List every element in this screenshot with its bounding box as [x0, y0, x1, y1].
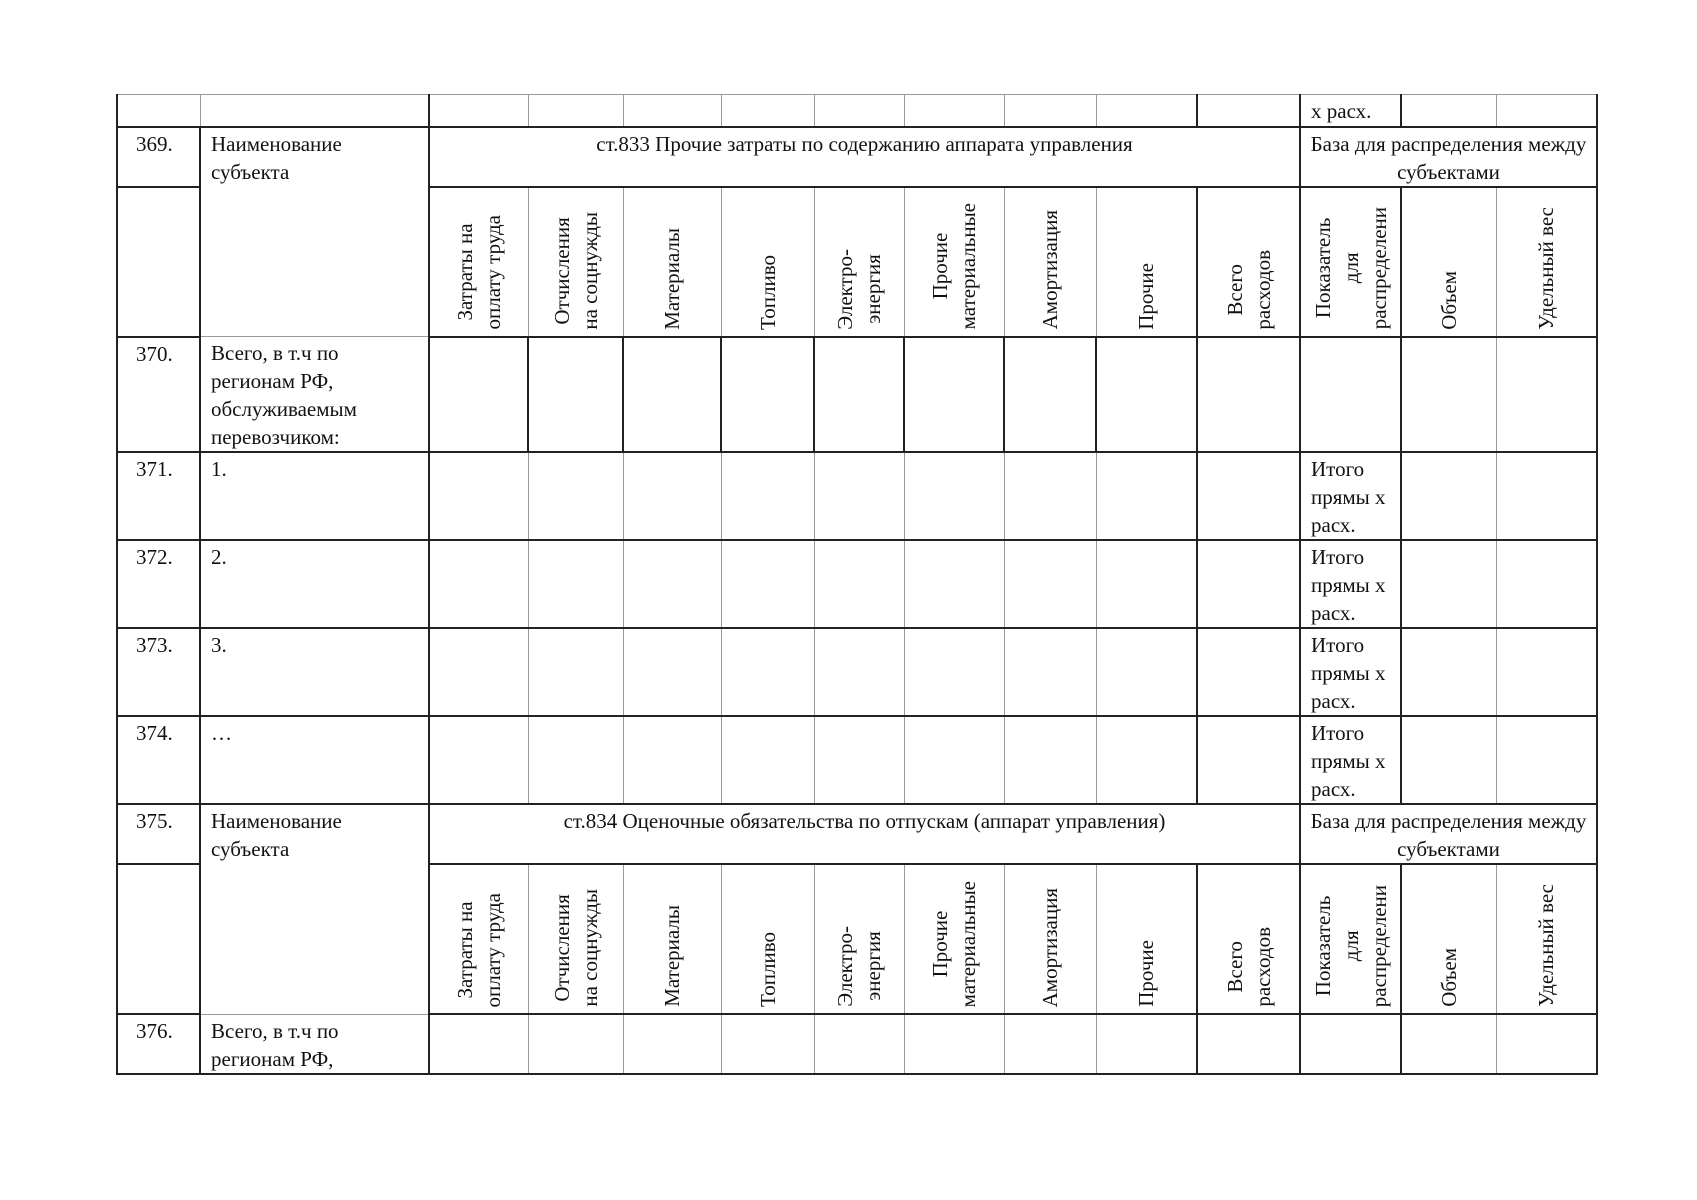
data-cell[interactable]	[1004, 452, 1096, 540]
cost-allocation-table	[116, 94, 1598, 1075]
data-cell[interactable]	[623, 628, 721, 716]
column-header: Прочие материальные	[904, 864, 1004, 1014]
data-cell[interactable]	[1096, 540, 1197, 628]
column-header: Амортизация	[1004, 864, 1096, 1014]
row-name: Всего, в т.ч по регионам РФ, обслуживаемым перевозчиком:	[200, 337, 429, 453]
data-cell[interactable]	[1096, 628, 1197, 716]
column-header: Электро- энергия	[814, 864, 904, 1014]
column-header: Прочие материальные	[904, 187, 1004, 337]
data-cell[interactable]	[721, 628, 814, 716]
base-column-header: Показатель для распределени	[1300, 187, 1401, 337]
column-header: Прочие	[1096, 864, 1197, 1014]
data-cell[interactable]	[1004, 337, 1096, 453]
column-header: Амортизация	[1004, 187, 1096, 337]
data-cell[interactable]	[721, 716, 814, 804]
base-note: Итого прямы х расх.	[1300, 628, 1401, 716]
data-cell[interactable]	[528, 540, 623, 628]
data-cell[interactable]	[1496, 1014, 1597, 1074]
data-cell[interactable]	[904, 452, 1004, 540]
data-cell[interactable]	[1004, 628, 1096, 716]
data-cell[interactable]	[1496, 716, 1597, 804]
base-title: База для распределения между субъектами	[1300, 127, 1597, 187]
base-column-header: Объем	[1401, 187, 1496, 337]
data-cell[interactable]	[1496, 452, 1597, 540]
column-header: Отчисления на соцнужды	[528, 187, 623, 337]
data-cell[interactable]	[721, 452, 814, 540]
data-cell[interactable]	[904, 540, 1004, 628]
data-cell[interactable]	[1197, 540, 1300, 628]
section-header-row	[117, 127, 1597, 187]
base-column-header: Удельный вес	[1496, 864, 1597, 1014]
data-cell[interactable]	[1096, 716, 1197, 804]
column-header: Затраты на оплату труда	[429, 187, 528, 337]
data-cell[interactable]	[904, 628, 1004, 716]
data-cell[interactable]	[623, 452, 721, 540]
table-row	[117, 1014, 1597, 1074]
section-title: ст.833 Прочие затраты по содержанию аппарата управления	[429, 127, 1300, 187]
data-cell[interactable]	[528, 337, 623, 453]
data-cell[interactable]	[429, 716, 528, 804]
table-row	[117, 95, 1597, 127]
data-cell[interactable]	[1401, 452, 1496, 540]
data-cell[interactable]	[429, 1014, 528, 1074]
section-header-row	[117, 804, 1597, 864]
table-row	[117, 452, 1597, 540]
table-row	[117, 540, 1597, 628]
data-cell[interactable]	[1401, 540, 1496, 628]
data-cell[interactable]	[904, 1014, 1004, 1074]
data-cell[interactable]	[1197, 716, 1300, 804]
data-cell[interactable]	[1004, 540, 1096, 628]
base-title: База для распределения между субъектами	[1300, 804, 1597, 864]
data-cell[interactable]	[623, 716, 721, 804]
data-cell[interactable]	[528, 1014, 623, 1074]
data-cell[interactable]	[528, 628, 623, 716]
data-cell[interactable]	[429, 628, 528, 716]
row-number: 376.	[117, 1014, 200, 1074]
base-column-header: Объем	[1401, 864, 1496, 1014]
data-cell[interactable]	[429, 337, 528, 453]
base-column-header: Удельный вес	[1496, 187, 1597, 337]
data-cell[interactable]	[814, 452, 904, 540]
row-number: 369.	[117, 127, 200, 187]
base-note	[1300, 1014, 1401, 1074]
data-cell[interactable]	[1401, 337, 1496, 453]
data-cell[interactable]	[904, 337, 1004, 453]
data-cell[interactable]	[814, 540, 904, 628]
row-name: …	[200, 716, 429, 804]
data-cell[interactable]	[1401, 716, 1496, 804]
section-title: ст.834 Оценочные обязательства по отпускам (аппарат управления)	[429, 804, 1300, 864]
base-note: Итого прямы х расх.	[1300, 716, 1401, 804]
data-cell[interactable]	[1197, 452, 1300, 540]
table-row	[117, 716, 1597, 804]
data-cell[interactable]	[623, 1014, 721, 1074]
base-note: Итого прямы х расх.	[1300, 540, 1401, 628]
data-cell[interactable]	[814, 628, 904, 716]
data-cell[interactable]	[721, 337, 814, 453]
column-header: Электро- энергия	[814, 187, 904, 337]
base-note: Итого прямы х расх.	[1300, 452, 1401, 540]
data-cell[interactable]	[429, 452, 528, 540]
row-number: 374.	[117, 716, 200, 804]
name-header: Наименование субъекта	[200, 127, 429, 337]
data-cell[interactable]	[1197, 1014, 1300, 1074]
row-name: 2.	[200, 540, 429, 628]
row-number: 371.	[117, 452, 200, 540]
data-cell[interactable]	[1197, 337, 1300, 453]
row-name: 3.	[200, 628, 429, 716]
table-row	[117, 337, 1597, 453]
row-number: 375.	[117, 804, 200, 864]
data-cell[interactable]	[623, 337, 721, 453]
data-cell[interactable]	[623, 540, 721, 628]
data-cell[interactable]	[1096, 452, 1197, 540]
column-header: Топливо	[721, 864, 814, 1014]
table-row	[117, 628, 1597, 716]
column-header: Прочие	[1096, 187, 1197, 337]
column-header: Всего расходов	[1197, 187, 1300, 337]
row-number: 372.	[117, 540, 200, 628]
data-cell[interactable]	[721, 1014, 814, 1074]
column-header: Отчисления на соцнужды	[528, 864, 623, 1014]
row-name: Всего, в т.ч по регионам РФ,	[200, 1014, 429, 1074]
base-note	[1300, 337, 1401, 453]
data-cell[interactable]	[1496, 540, 1597, 628]
data-cell[interactable]	[1197, 628, 1300, 716]
data-cell[interactable]	[528, 452, 623, 540]
data-cell[interactable]	[721, 540, 814, 628]
data-cell[interactable]	[429, 540, 528, 628]
column-header: Затраты на оплату труда	[429, 864, 528, 1014]
data-cell[interactable]	[814, 1014, 904, 1074]
row-number: 373.	[117, 628, 200, 716]
data-cell[interactable]	[1401, 1014, 1496, 1074]
data-cell[interactable]	[528, 716, 623, 804]
column-header: Материалы	[623, 187, 721, 337]
column-header: Всего расходов	[1197, 864, 1300, 1014]
column-header: Материалы	[623, 864, 721, 1014]
data-cell[interactable]	[1496, 337, 1597, 453]
row-name: 1.	[200, 452, 429, 540]
data-cell[interactable]	[904, 716, 1004, 804]
data-cell[interactable]	[1096, 337, 1197, 453]
data-cell[interactable]	[1004, 716, 1096, 804]
data-cell[interactable]	[1496, 628, 1597, 716]
row-number: 370.	[117, 337, 200, 453]
data-cell[interactable]	[1096, 1014, 1197, 1074]
name-header: Наименование субъекта	[200, 804, 429, 1014]
base-column-header: Показатель для распределени	[1300, 864, 1401, 1014]
data-cell[interactable]	[814, 716, 904, 804]
data-cell[interactable]	[1004, 1014, 1096, 1074]
data-cell[interactable]	[1401, 628, 1496, 716]
base-note: х расх.	[1300, 95, 1401, 127]
data-cell[interactable]	[814, 337, 904, 453]
column-header: Топливо	[721, 187, 814, 337]
